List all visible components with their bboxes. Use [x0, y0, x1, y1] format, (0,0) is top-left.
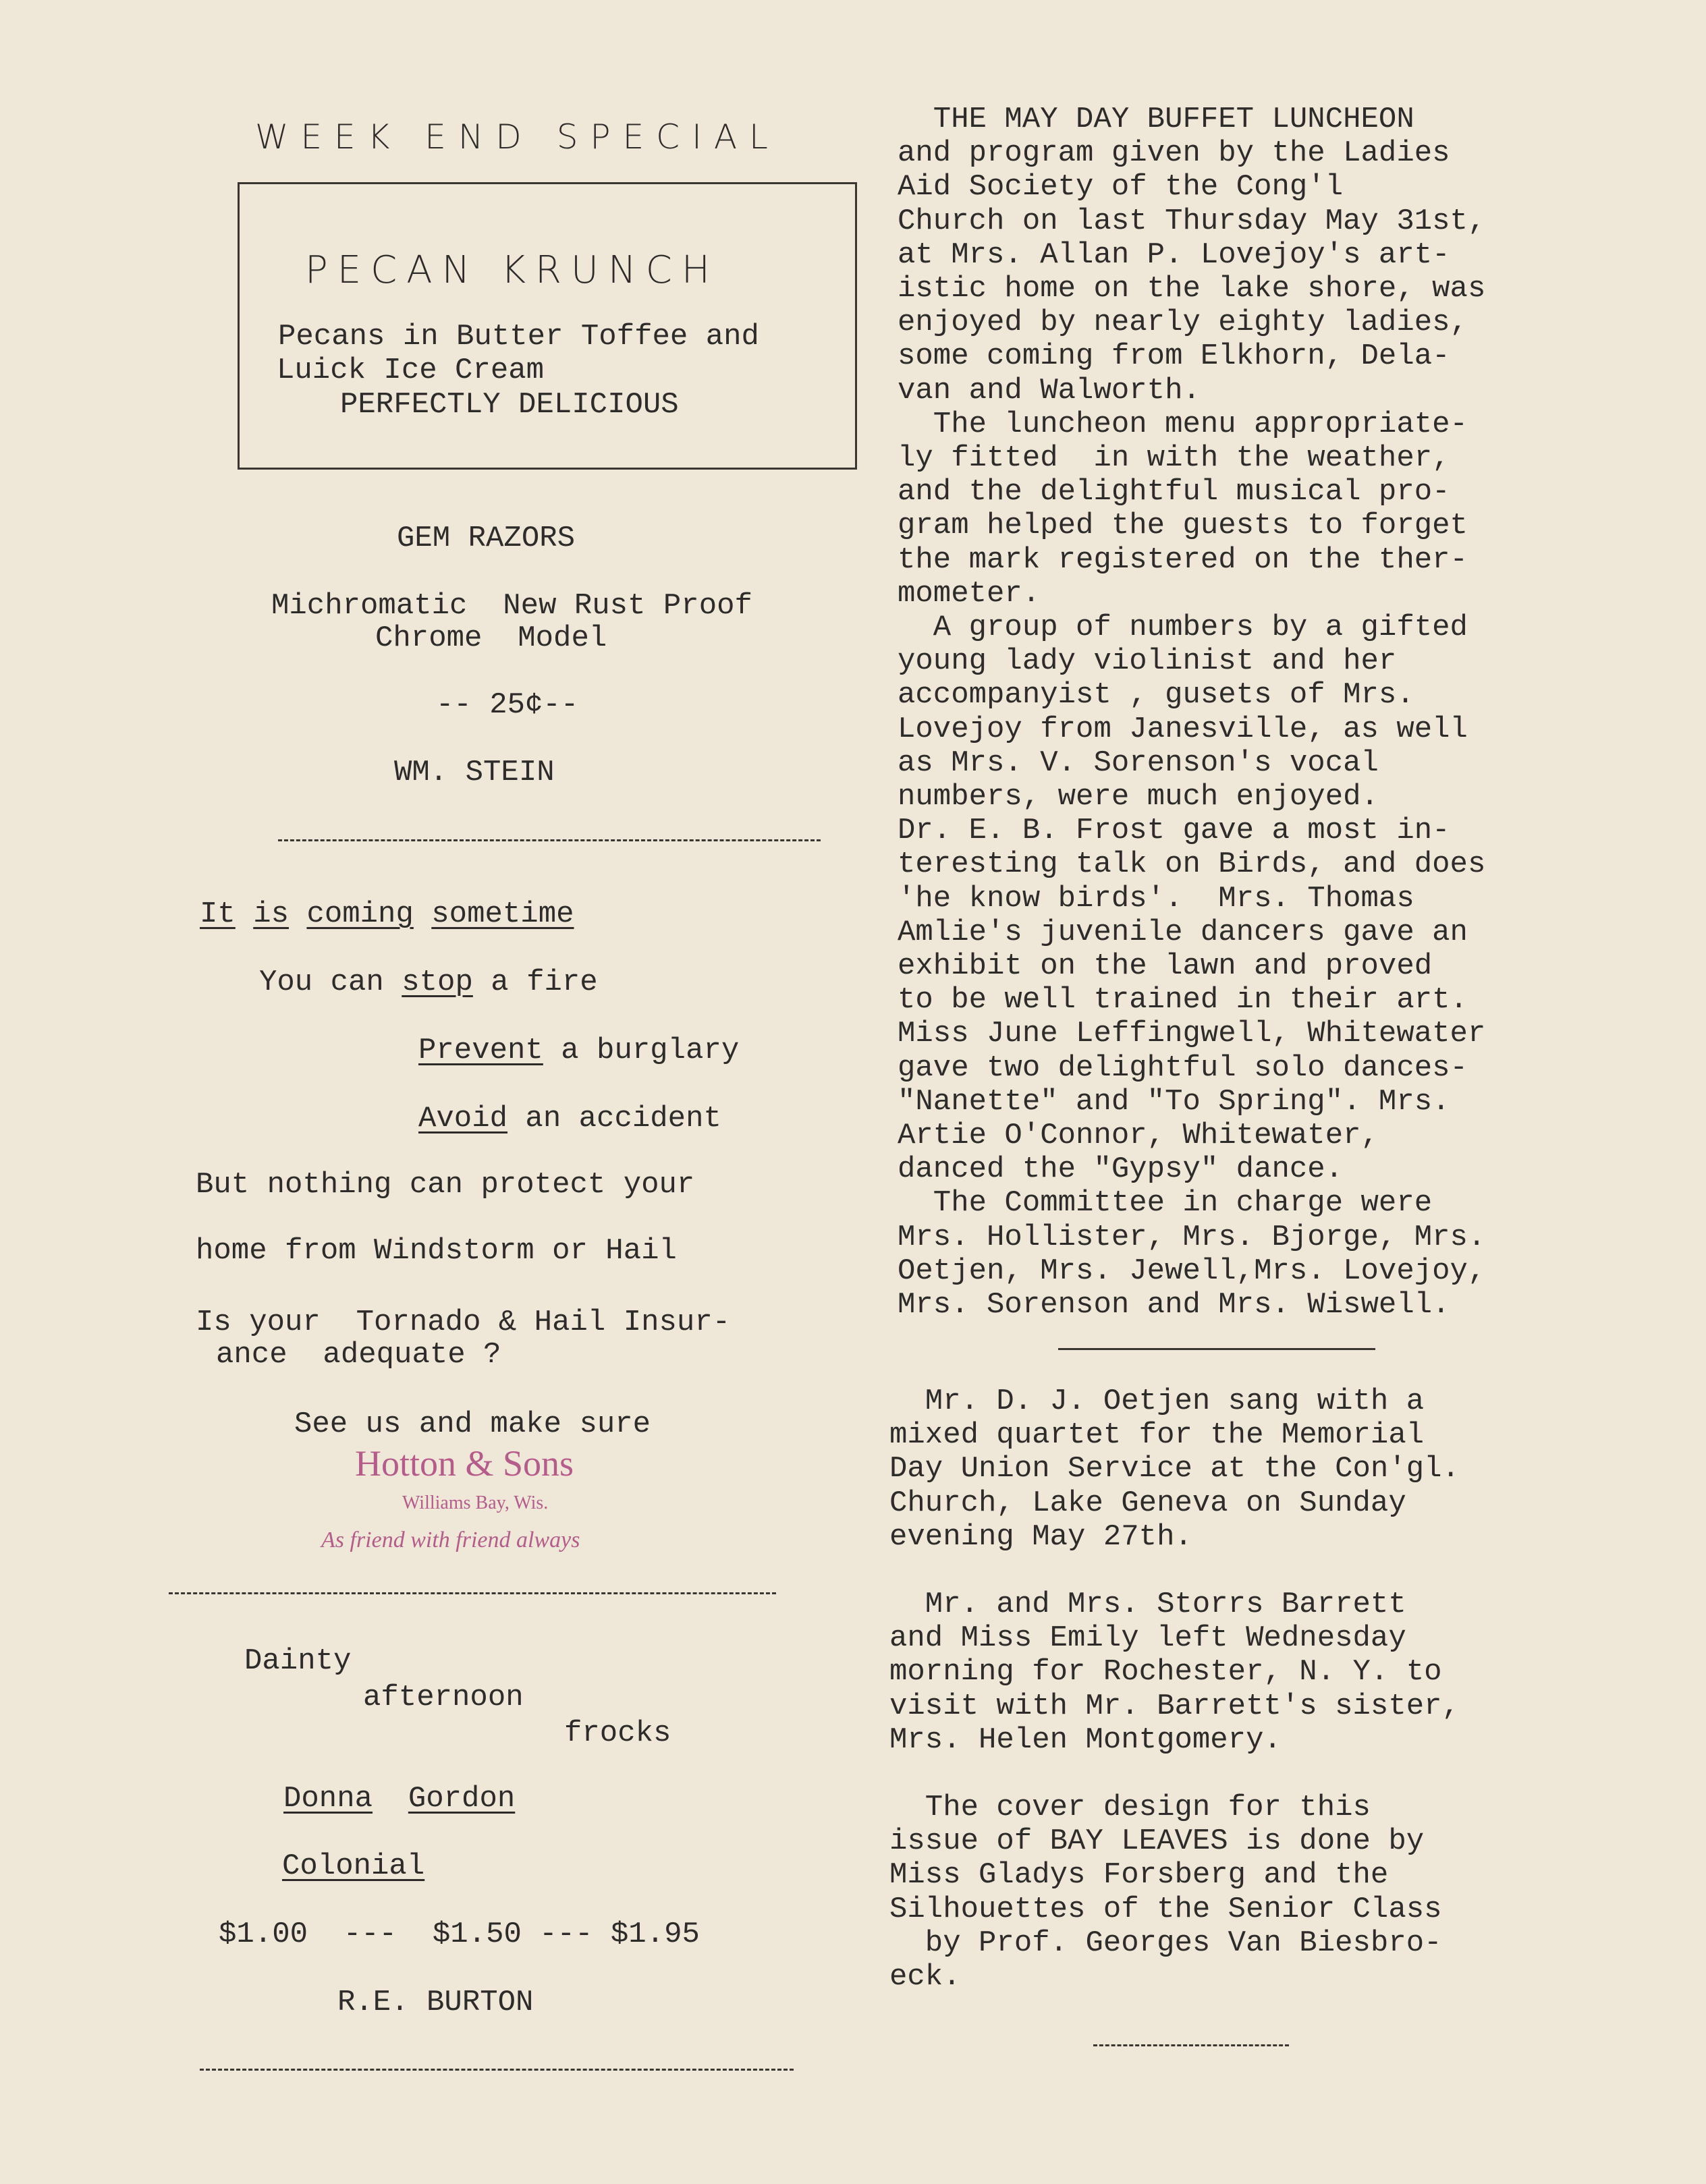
- article-line: Mrs. Helen Montgomery.: [889, 1723, 1282, 1757]
- article-line: numbers, were much enjoyed.: [898, 780, 1379, 814]
- weekend-special-heading: WEEK END SPECIAL: [255, 117, 780, 157]
- article-line: some coming from Elkhorn, Dela-: [898, 339, 1450, 373]
- frocks-line-1: Dainty: [244, 1644, 352, 1678]
- article-line: Mr. and Mrs. Storrs Barrett: [889, 1588, 1406, 1621]
- article-line: gram helped the guests to forget: [898, 509, 1468, 542]
- article-line: Dr. E. B. Frost gave a most in-: [898, 814, 1450, 847]
- article-line: Day Union Service at the Con'gl.: [889, 1452, 1460, 1486]
- gem-razors-title: GEM RAZORS: [397, 522, 576, 555]
- text: You can: [259, 965, 402, 999]
- pecan-line-3: PERFECTLY DELICIOUS: [340, 388, 679, 422]
- pecan-line-2: Luick Ice Cream: [277, 354, 545, 387]
- insurance-line-avoid: [418, 1102, 721, 1136]
- divider: [1093, 2044, 1289, 2046]
- article-line: to be well trained in their art.: [898, 983, 1468, 1017]
- frocks-style: Colonial: [282, 1849, 425, 1883]
- article-line: Mr. D. J. Oetjen sang with a: [889, 1384, 1425, 1418]
- heading-word: is: [253, 897, 290, 931]
- gem-line-2: Chrome Model: [375, 621, 607, 655]
- insurance-line-stop: [259, 965, 598, 999]
- article-line: visit with Mr. Barrett's sister,: [889, 1689, 1460, 1723]
- text: a fire: [472, 965, 598, 999]
- article-line: Lovejoy from Janesville, as well: [898, 712, 1468, 746]
- insurance-line-prevent: [418, 1034, 739, 1067]
- article-line: and program given by the Ladies: [898, 136, 1450, 170]
- gem-seller: WM. STEIN: [394, 756, 555, 789]
- article-line: The luncheon menu appropriate-: [898, 408, 1468, 441]
- insurance-line-4: But nothing can protect your: [196, 1168, 695, 1202]
- divider: [278, 839, 821, 841]
- article-line: The Committee in charge were: [898, 1186, 1433, 1220]
- article-line: teresting talk on Birds, and does: [898, 847, 1486, 881]
- brand: Gordon: [408, 1782, 516, 1816]
- article-line: "Nanette" and "To Spring". Mrs.: [898, 1085, 1450, 1119]
- article-line: THE MAY DAY BUFFET LUNCHEON: [898, 103, 1414, 136]
- article-line: mometer.: [898, 577, 1041, 611]
- article-line: and the delightful musical pro-: [898, 475, 1450, 509]
- insurance-line-8: See us and make sure: [294, 1407, 651, 1441]
- article-line: Church on last Thursday May 31st,: [898, 204, 1486, 238]
- article-line: as Mrs. V. Sorenson's vocal: [898, 746, 1379, 780]
- heading-word: coming: [306, 897, 414, 931]
- text: a burglary: [543, 1034, 740, 1067]
- article-line: morning for Rochester, N. Y. to: [889, 1655, 1442, 1689]
- frocks-seller: R.E. BURTON: [337, 1986, 534, 2019]
- divider: [1058, 1348, 1375, 1350]
- article-line: Silhouettes of the Senior Class: [889, 1893, 1442, 1926]
- article-line: the mark registered on the ther-: [898, 543, 1468, 577]
- article-line: istic home on the lake shore, was: [898, 272, 1486, 306]
- heading-word: sometime: [431, 897, 574, 931]
- article-line: danced the "Gypsy" dance.: [898, 1152, 1344, 1186]
- emphasis: stop: [402, 965, 473, 999]
- text: an accident: [507, 1102, 721, 1136]
- article-line: issue of BAY LEAVES is done by: [889, 1824, 1425, 1858]
- emphasis: Avoid: [418, 1102, 508, 1136]
- article-line: Artie O'Connor, Whitewater,: [898, 1119, 1379, 1152]
- article-line: Miss June Leffingwell, Whitewater: [898, 1017, 1486, 1051]
- article-line: Miss Gladys Forsberg and the: [889, 1858, 1389, 1892]
- frocks-prices: $1.00 --- $1.50 --- $1.95: [219, 1917, 700, 1951]
- frocks-brands: [283, 1782, 515, 1816]
- emphasis: Prevent: [418, 1034, 543, 1067]
- pecan-krunch-title: PECAN KRUNCH: [305, 248, 719, 292]
- insurance-line-7: ance adequate ?: [216, 1338, 501, 1372]
- article-line: A group of numbers by a gifted: [898, 611, 1468, 644]
- article-line: enjoyed by nearly eighty ladies,: [898, 306, 1468, 339]
- article-line: Amlie's juvenile dancers gave an: [898, 916, 1468, 949]
- article-line: by Prof. Georges Van Biesbro-: [889, 1926, 1442, 1960]
- article-line: accompanyist , gusets of Mrs.: [898, 678, 1414, 712]
- article-line: 'he know birds'. Mrs. Thomas: [898, 882, 1414, 916]
- heading-word: It: [200, 897, 236, 931]
- brand: Donna: [283, 1782, 373, 1816]
- article-line: mixed quartet for the Memorial: [889, 1418, 1425, 1452]
- article-line: van and Walworth.: [898, 374, 1201, 408]
- article-line: ly fitted in with the weather,: [898, 441, 1450, 475]
- hotton-sons-stamp-place: Williams Bay, Wis.: [402, 1492, 549, 1513]
- hotton-sons-stamp-motto: As friend with friend always: [321, 1528, 580, 1552]
- insurance-line-5: home from Windstorm or Hail: [196, 1234, 677, 1268]
- article-line: and Miss Emily left Wednesday: [889, 1621, 1406, 1655]
- article-line: eck.: [889, 1960, 961, 1994]
- insurance-line-6: Is your Tornado & Hail Insur-: [196, 1306, 731, 1339]
- article-line: at Mrs. Allan P. Lovejoy's art-: [898, 238, 1450, 272]
- article-line: Mrs. Sorenson and Mrs. Wiswell.: [898, 1288, 1450, 1322]
- hotton-sons-stamp-name: Hotton & Sons: [355, 1443, 574, 1484]
- article-line: Church, Lake Geneva on Sunday: [889, 1486, 1406, 1520]
- divider: [169, 1592, 776, 1594]
- article-line: Aid Society of the Cong'l: [898, 170, 1344, 204]
- insurance-heading: [200, 897, 574, 931]
- gem-line-1: Michromatic New Rust Proof: [271, 589, 752, 623]
- frocks-line-2: afternoon: [363, 1681, 524, 1714]
- article-line: gave two delightful solo dances-: [898, 1051, 1468, 1085]
- article-line: The cover design for this: [889, 1791, 1371, 1824]
- article-line: exhibit on the lawn and proved: [898, 949, 1433, 983]
- article-line: Mrs. Hollister, Mrs. Bjorge, Mrs.: [898, 1221, 1486, 1254]
- pecan-line-1: Pecans in Butter Toffee and: [278, 320, 759, 354]
- article-line: young lady violinist and her: [898, 644, 1397, 678]
- article-line: evening May 27th.: [889, 1520, 1192, 1554]
- gem-price: -- 25¢--: [436, 688, 579, 722]
- frocks-line-3: frocks: [564, 1716, 671, 1750]
- article-line: Oetjen, Mrs. Jewell,Mrs. Lovejoy,: [898, 1254, 1486, 1288]
- divider: [200, 2069, 794, 2071]
